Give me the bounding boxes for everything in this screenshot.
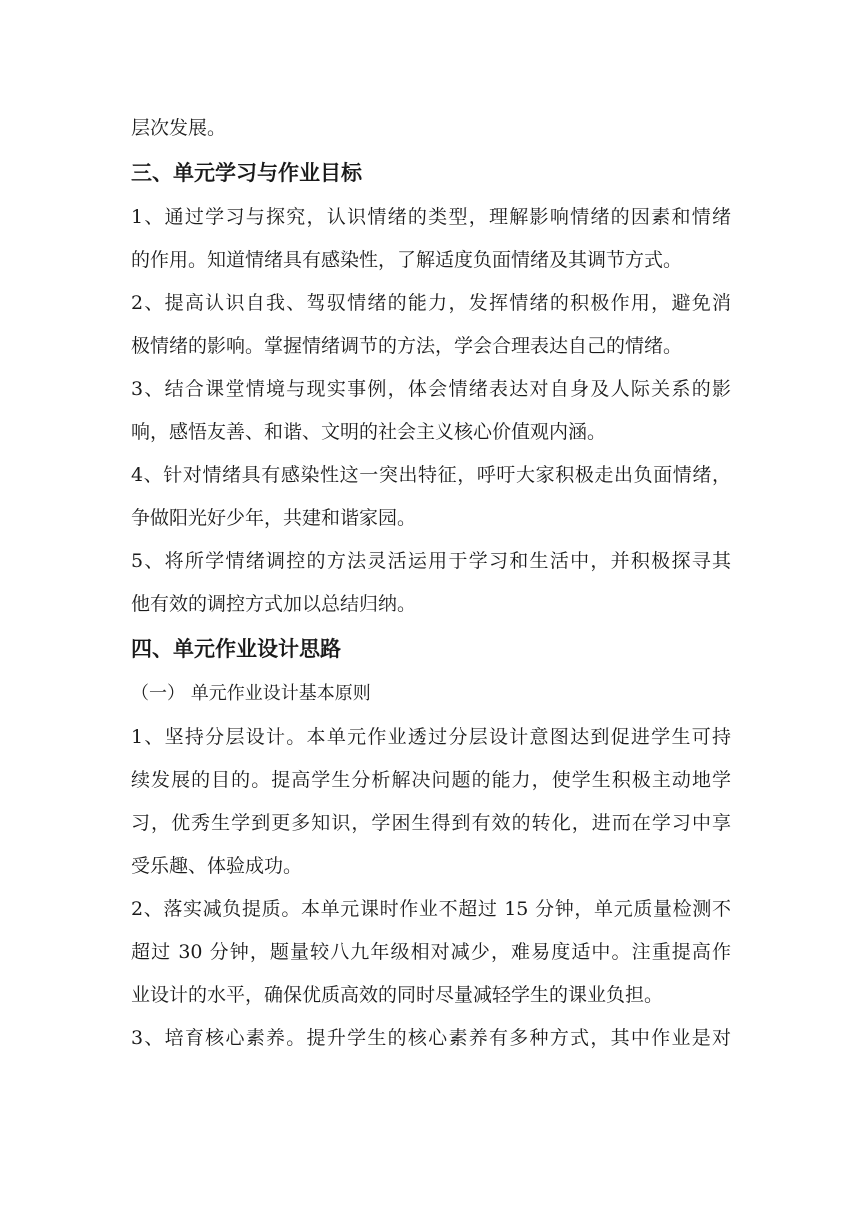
section-3-item-1: [131, 196, 731, 282]
paragraph-line: 3、结合课堂情境与现实事例，体会情绪表达对自身及人际关系的影: [131, 378, 731, 400]
paragraph-line: 受乐趣、体验成功。: [131, 855, 303, 877]
paragraph-line: 业设计的水平，确保优质高效的同时尽量减轻学生的课业负担。: [131, 984, 664, 1006]
section-3-heading: 三、单元学习与作业目标: [131, 161, 362, 185]
section-3-item-4: [131, 454, 731, 540]
section-4-item-2: [131, 888, 731, 1017]
section-4-heading: 四、单元作业设计思路: [131, 637, 341, 661]
paragraph-line: 2、提高认识自我、驾驭情绪的能力，发挥情绪的积极作用，避免消: [131, 292, 731, 314]
section-3-item-2: [131, 282, 731, 368]
paragraph-line: 3、培育核心素养。提升学生的核心素养有多种方式，其中作业是对: [131, 1027, 731, 1049]
section-4-subheading: （一） 单元作业设计基本原则: [131, 683, 371, 704]
opening-line: 层次发展。: [131, 117, 227, 139]
section-3-item-5: [131, 540, 731, 626]
paragraph-line: 5、将所学情绪调控的方法灵活运用于学习和生活中，并积极探寻其: [131, 550, 731, 572]
paragraph-line: 1、通过学习与探究，认识情绪的类型，理解影响情绪的因素和情绪: [131, 206, 731, 228]
section-3-item-3: [131, 368, 731, 454]
section-4-item-1: [131, 716, 731, 888]
paragraph-line: 习，优秀生学到更多知识，学困生得到有效的转化，进而在学习中享: [131, 812, 731, 834]
paragraph-line: 续发展的目的。提高学生分析解决问题的能力，使学生积极主动地学: [131, 769, 731, 791]
paragraph-line: 的作用。知道情绪具有感染性，了解适度负面情绪及其调节方式。: [131, 249, 683, 271]
paragraph-line: 2、落实减负提质。本单元课时作业不超过 15 分钟，单元质量检测不: [131, 898, 731, 920]
paragraph-line: 极情绪的影响。掌握情绪调节的方法，学会合理表达自己的情绪。: [131, 335, 683, 357]
paragraph-line: 1、坚持分层设计。本单元作业透过分层设计意图达到促进学生可持: [131, 726, 731, 748]
paragraph-line: 响，感悟友善、和谐、文明的社会主义核心价值观内涵。: [131, 421, 607, 443]
document-page: [131, 107, 731, 1060]
paragraph-line: 争做阳光好少年，共建和谐家园。: [131, 507, 417, 529]
paragraph-line: 他有效的调控方式加以总结归纳。: [131, 593, 417, 615]
paragraph-line: 超过 30 分钟，题量较八九年级相对减少，难易度适中。注重提高作: [131, 941, 731, 963]
section-4-item-3: [131, 1017, 731, 1060]
paragraph-line: 4、针对情绪具有感染性这一突出特征，呼吁大家积极走出负面情绪，: [131, 464, 731, 486]
